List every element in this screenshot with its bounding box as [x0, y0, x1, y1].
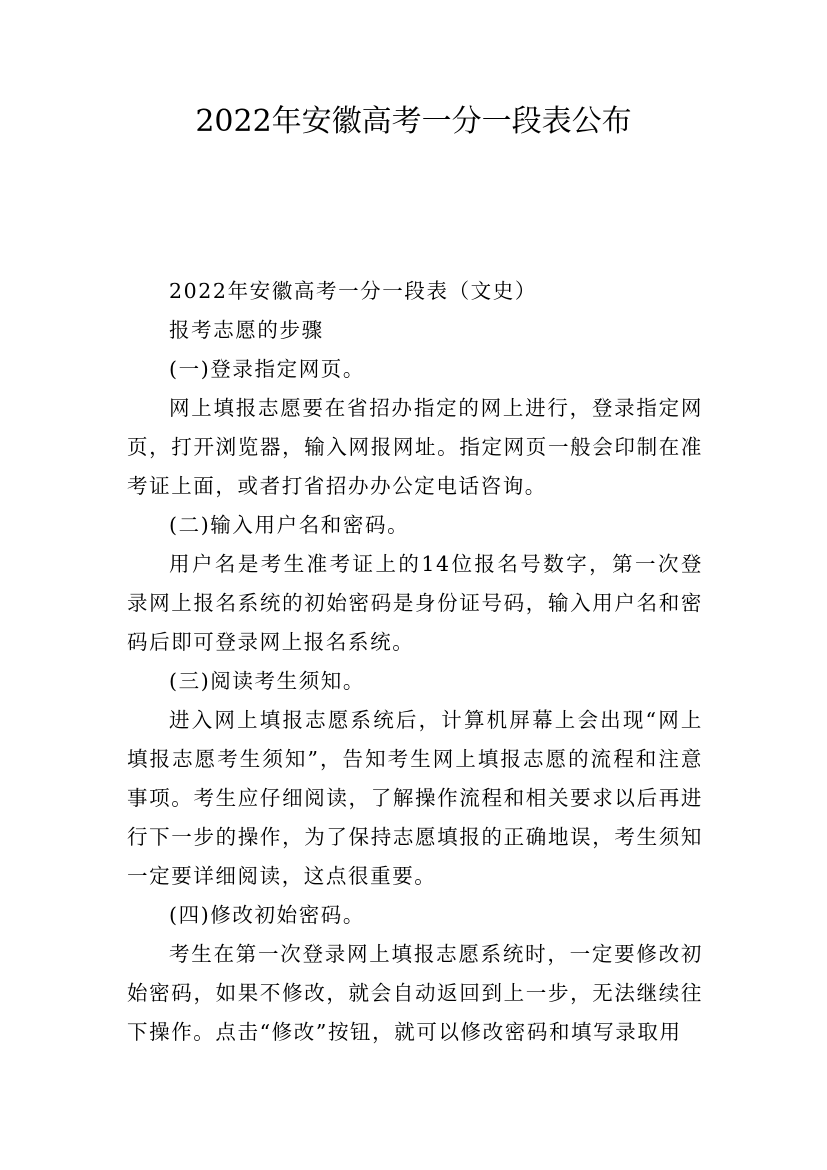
document-body	[127, 272, 703, 1052]
step-heading-2: (二)输入用户名和密码。	[169, 513, 410, 537]
step-heading-1: (一)登录指定网页。	[169, 357, 365, 381]
subtitle-paragraph: 2022年安徽高考一分一段表（文史）	[169, 279, 537, 303]
section-heading: 报考志愿的步骤	[169, 318, 324, 342]
step-text-2: 用户名是考生准考证上的14位报名号数字，第一次登录网上报名系统的初始密码是身份证号码，输入用户名和密码后即可登录网上报名系统。	[127, 552, 703, 654]
step-heading-4: (四)修改初始密码。	[169, 903, 365, 927]
step-heading-3: (三)阅读考生须知。	[169, 669, 365, 693]
step-text-3: 进入网上填报志愿系统后，计算机屏幕上会出现“网上填报志愿考生须知”，告知考生网上填报志愿的流程和注意事项。考生应仔细阅读，了解操作流程和相关要求以后再进行下一步的操作，为了保持志愿填报的正确地误，考生须知一定要详细阅读，这点很重要。	[127, 708, 703, 888]
step-text-4: 考生在第一次登录网上填报志愿系统时，一定要修改初始密码，如果不修改，就会自动返回到上一步，无法继续往下操作。点击“修改”按钮，就可以修改密码和填写录取用	[127, 942, 703, 1044]
document-title: 2022年安徽高考一分一段表公布	[195, 104, 632, 139]
step-text-1: 网上填报志愿要在省招办指定的网上进行，登录指定网页，打开浏览器，输入网报网址。指定网页一般会印制在准考证上面，或者打省招办办公定电话咨询。	[127, 396, 703, 498]
